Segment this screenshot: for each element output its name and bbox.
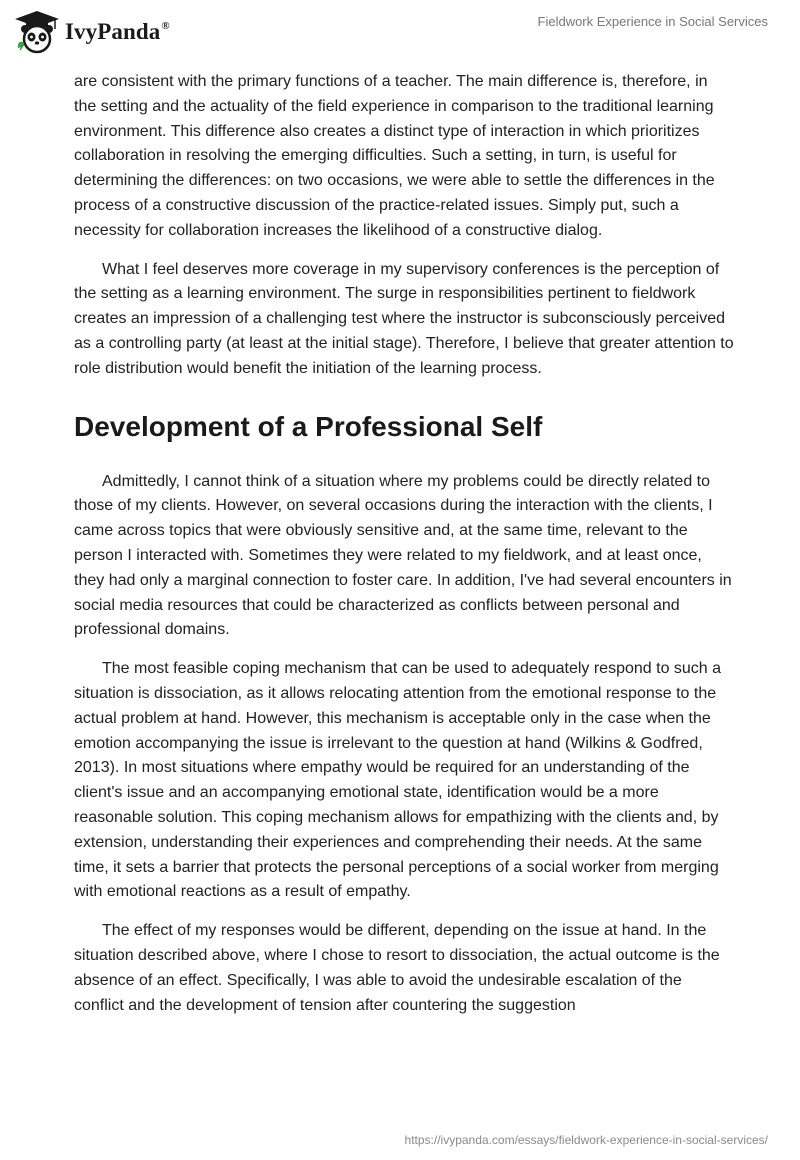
document-title: Fieldwork Experience in Social Services bbox=[537, 14, 768, 29]
essay-body bbox=[74, 70, 734, 1032]
paragraph-2: What I feel deserves more coverage in my supervisory conferences is the perception of the setting as a learning environment. The surge in responsibilities pertinent to fieldwork creates an impression of a challenging test where the instructor is subconsciously perceived as a controlling party (at least at the initial stage). Therefore, I believe that greater attention to role distribution would benefit the initiation of the learning process. bbox=[74, 260, 734, 377]
source-url[interactable]: https://ivypanda.com/essays/fieldwork-experience-in-social-services/ bbox=[404, 1133, 768, 1147]
paragraph-3: Admittedly, I cannot think of a situation where my problems could be directly related to those of my clients. However, on several occasions during the interaction with the clients, I came across topics that were obviously sensitive and, at the same time, relevant to the person I interacted with. Sometimes they were related to my fieldwork, and at least once, they had only a marginal connection to foster care. In addition, I've had several encounters in social media resources that could be characterized as conflicts between personal and professional domains. bbox=[74, 472, 732, 639]
registered-mark: ® bbox=[161, 20, 170, 32]
site-logo[interactable] bbox=[14, 10, 170, 54]
paragraph-1: are consistent with the primary functions of a teacher. The main difference is, therefore, in the setting and the actuality of the field experience in comparison to the traditional learning environment. This difference also creates a distinct type of interaction in which prioritizes collaboration in resolving the emerging difficulties. Such a setting, in turn, is useful for determining the differences: on two occasions, we were able to settle the differences in the process of a constructive discussion of the practice-related issues. Simply put, such a necessity for collaboration increases the likelihood of a constructive dialog. bbox=[74, 73, 715, 239]
brand-name: IvyPanda® bbox=[65, 19, 170, 44]
paragraph-4: The most feasible coping mechanism that can be used to adequately respond to such a situation is dissociation, as it allows relocating attention from the emotional response to the actual problem at hand. However, this mechanism is acceptable only in the case when the emotion accompanying the issue is irrelevant to the question at hand (Wilkins & Godfred, 2013). In most situations where empathy would be required for an understanding of the client's issue and an accompanying emotional state, identification would be a more reasonable solution. This coping mechanism allows for empathizing with the clients and, by extension, understanding their experiences and comprehending their needs. At the same time, it sets a barrier that protects the personal perceptions of a social worker from merging with emotional reactions as a result of empathy. bbox=[74, 660, 722, 901]
panda-graduate-logo-icon bbox=[14, 10, 60, 54]
page-header bbox=[0, 0, 800, 70]
paragraph-5: The effect of my responses would be different, depending on the issue at hand. In the situation described above, where I chose to resort to dissociation, the actual outcome is the absence of an effect. Specifically, I was able to avoid the undesirable escalation of the conflict and the development of tension after countering the suggestion bbox=[74, 922, 720, 1014]
section-heading: Development of a Professional Self bbox=[74, 410, 543, 442]
